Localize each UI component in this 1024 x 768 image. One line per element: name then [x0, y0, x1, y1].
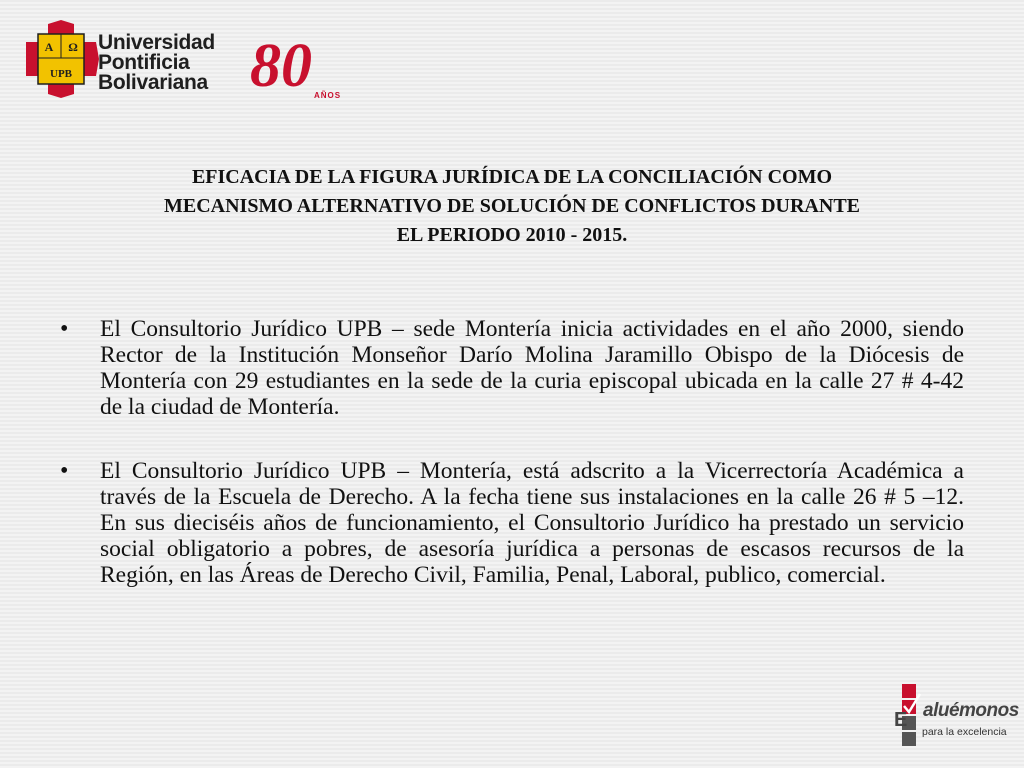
wordmark-line-2: Pontificia	[98, 51, 190, 74]
bullet-list	[60, 316, 964, 626]
anniversary-number: 80	[250, 36, 312, 100]
bullet-text: El Consultorio Jurídico UPB – sede Montería inicia actividades en el año 2000, siendo Rector de la Institución Monseñor Darío Molina Jaramillo Obispo de la Diócesis de Montería con 29 estudiantes en la sede de la curia episcopal ubicada en la calle 27 # 4-42 de la ciudad de Montería.	[100, 316, 964, 420]
wordmark-line-1: Universidad	[98, 31, 215, 54]
eva-e-letter: E	[894, 709, 908, 731]
logo-alpha: A	[44, 40, 54, 54]
slide-title	[50, 163, 974, 250]
anniversary-label: AÑOS	[314, 91, 342, 100]
bullet-item	[60, 316, 964, 420]
evaluemonos-wordmark: aluémonos	[923, 700, 1019, 721]
80-anos-logo	[248, 36, 358, 100]
bullet-marker: •	[60, 316, 69, 342]
bullet-marker: •	[60, 458, 69, 484]
evaluemonos-tagline: para la excelencia	[922, 726, 1007, 738]
wordmark-line-3: Bolivariana	[98, 71, 208, 94]
title-line-3: EL PERIODO 2010 - 2015.	[396, 224, 628, 246]
logo-omega: Ω	[68, 40, 78, 54]
bullet-text: El Consultorio Jurídico UPB – Montería, está adscrito a la Vicerrectoría Académica a través de la Escuela de Derecho. A la fecha tiene sus instalaciones en la calle 26 # 5 –12. En sus dieciséis años de funcionamiento, el Consultorio Jurídico ha prestado un servicio social obligatorio a pobres, de asesoría jurídica a personas de escasos recursos de la Región, en las Áreas de Derecho Civil, Familia, Penal, Laboral, publico, comercial.	[100, 458, 964, 588]
university-wordmark	[98, 33, 215, 93]
bullet-item	[60, 458, 964, 588]
title-line-1: EFICACIA DE LA FIGURA JURÍDICA DE LA CONCILIACIÓN COMO	[191, 166, 833, 188]
logo-upb-letters: UPB	[50, 68, 72, 80]
title-line-2: MECANISMO ALTERNATIVO DE SOLUCIÓN DE CONFLICTOS DURANTE	[163, 195, 860, 217]
